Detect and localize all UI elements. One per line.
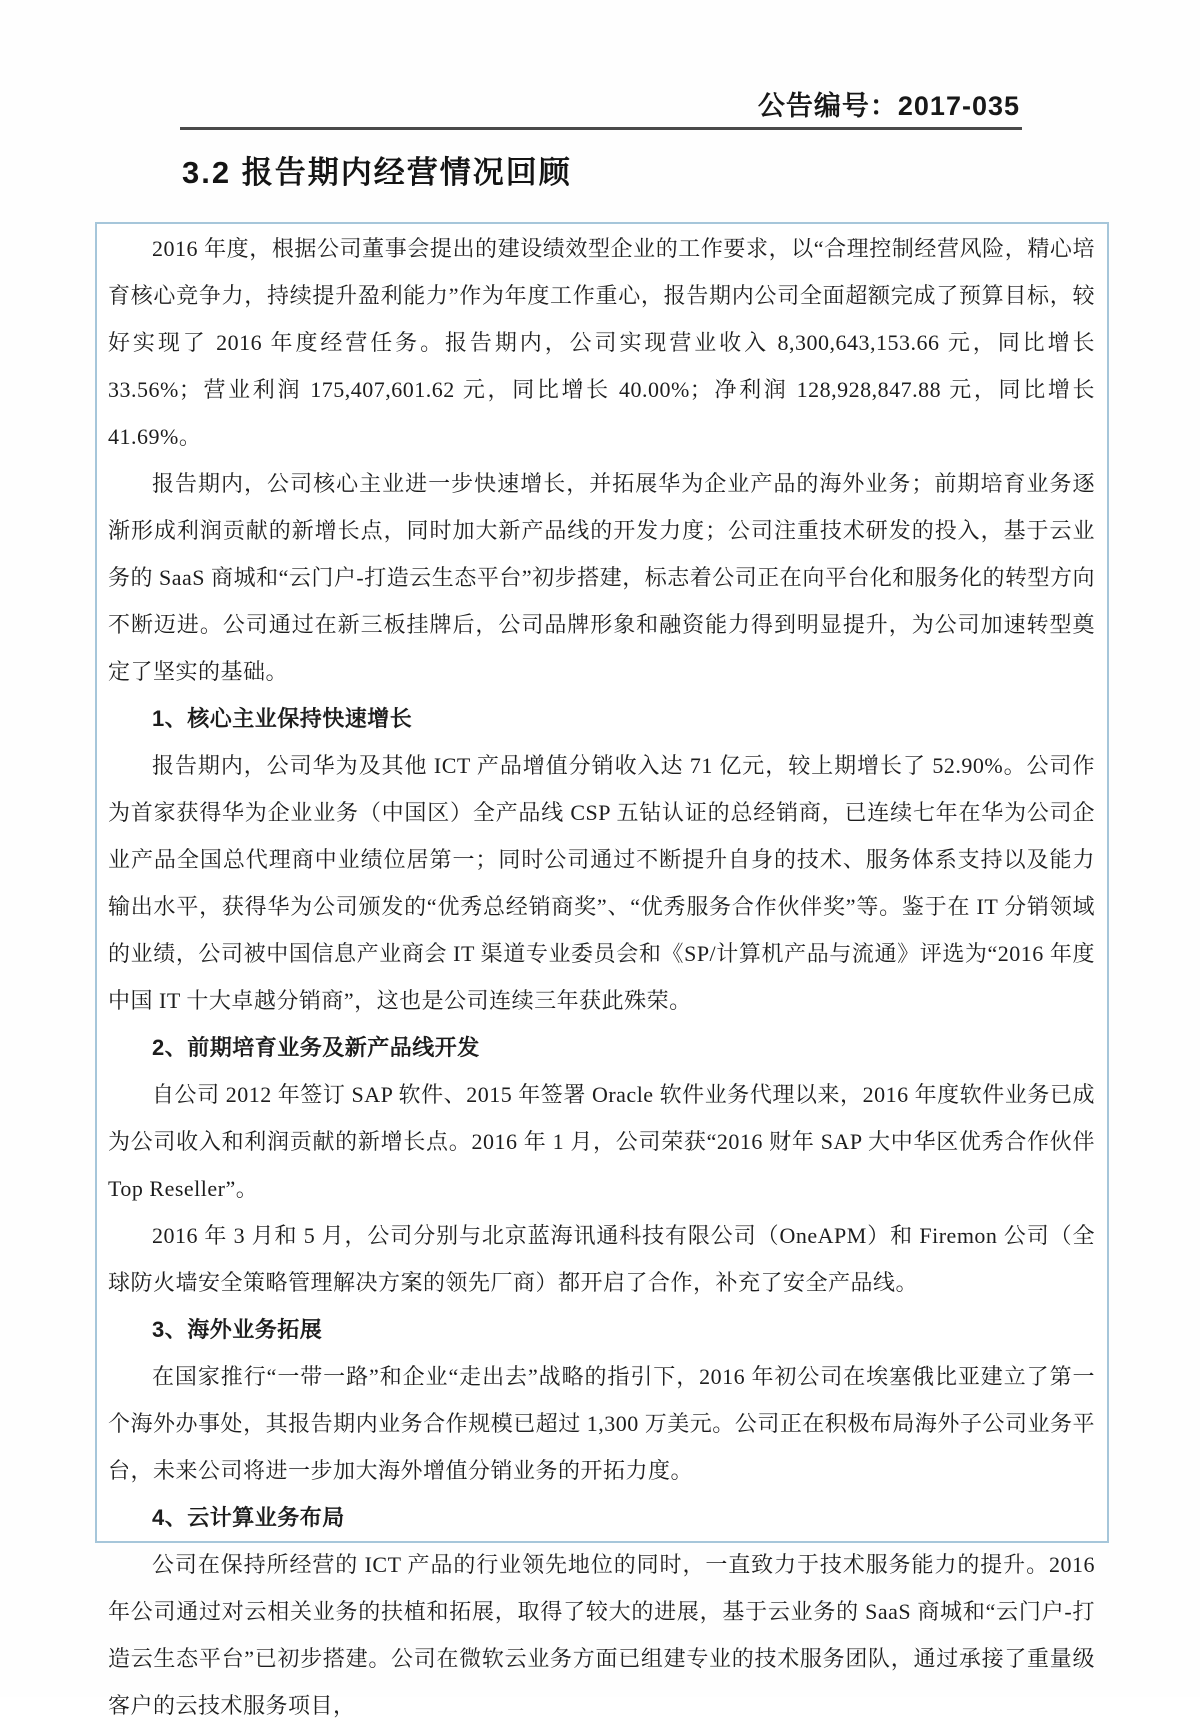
sub-heading: 3、海外业务拓展 (152, 1317, 323, 1342)
sub-heading: 2、前期培育业务及新产品线开发 (152, 1035, 480, 1060)
body-paragraph: 2016 年 3 月和 5 月，公司分别与北京蓝海讯通科技有限公司（OneAPM）和 Firemon 公司（全球防火墙安全策略管理解决方案的领先厂商）都开启了合作，补充了安全产品线。 (108, 1223, 1095, 1295)
sub-heading: 1、核心主业保持快速增长 (152, 706, 413, 731)
page-title: 3.2 报告期内经营情况回顾 (182, 155, 572, 190)
body-paragraph: 报告期内，公司核心主业进一步快速增长，并拓展华为企业产品的海外业务；前期培育业务逐渐形成利润贡献的新增长点，同时加大新产品线的开发力度；公司注重技术研发的投入，基于云业务的 SaaS 商城和“云门户-打造云生态平台”初步搭建，标志着公司正在向平台化和服务化的转型方向不断迈进。公司通过在新三板挂牌后，公司品牌形象和融资能力得到明显提升，为公司加速转型奠定了坚实的基础。 (108, 471, 1095, 684)
body-paragraph: 在国家推行“一带一路”和企业“走出去”战略的指引下，2016 年初公司在埃塞俄比亚建立了第一个海外办事处，其报告期内业务合作规模已超过 1,300 万美元。公司正在积极布局海外子公司业务平台，未来公司将进一步加大海外增值分销业务的开拓力度。 (108, 1364, 1095, 1483)
body-paragraph: 2016 年度，根据公司董事会提出的建设绩效型企业的工作要求，以“合理控制经营风险，精心培育核心竞争力，持续提升盈利能力”作为年度工作重心，报告期内公司全面超额完成了预算目标，较好实现了 2016 年度经营任务。报告期内，公司实现营业收入 8,300,643,153.66 元，同比增长 33.56%；营业利润 175,407,601.62 元，同比增长 40.00%；净利润 128,928,847.88 元，同比增长 41.69%。 (108, 236, 1095, 449)
header-divider-line (180, 127, 1022, 130)
announcement-number: 公告编号：2017-035 (757, 91, 1020, 121)
sub-heading: 4、云计算业务布局 (152, 1505, 345, 1530)
body-paragraph: 自公司 2012 年签订 SAP 软件、2015 年签署 Oracle 软件业务代理以来，2016 年度软件业务已成为公司收入和利润贡献的新增长点。2016 年 1 月，公司荣获“2016 财年 SAP 大中华区优秀合作伙伴 Top Reseller”。 (108, 1082, 1095, 1201)
body-paragraph: 报告期内，公司华为及其他 ICT 产品增值分销收入达 71 亿元，较上期增长了 52.90%。公司作为首家获得华为企业业务（中国区）全产品线 CSP 五钻认证的总经销商，已连续七年在华为公司企业产品全国总代理商中业绩位居第一；同时公司通过不断提升自身的技术、服务体系支持以及能力输出水平，获得华为公司颁发的“优秀总经销商奖”、“优秀服务合作伙伴奖”等。鉴于在 IT 分销领域的业绩，公司被中国信息产业商会 IT 渠道专业委员会和《SP/计算机产品与流通》评选为“2016 年度中国 IT 十大卓越分销商”，这也是公司连续三年获此殊荣。 (108, 753, 1095, 1013)
report-body (95, 222, 1109, 1718)
body-paragraph: 公司在保持所经营的 ICT 产品的行业领先地位的同时，一直致力于技术服务能力的提升。2016 年公司通过对云相关业务的扶植和拓展，取得了较大的进展，基于云业务的 SaaS 商城和“云门户-打造云生态平台”已初步搭建。公司在微软云业务方面已组建专业的技术服务团队，通过承接了重量级客户的云技术服务项目， (108, 1552, 1095, 1718)
